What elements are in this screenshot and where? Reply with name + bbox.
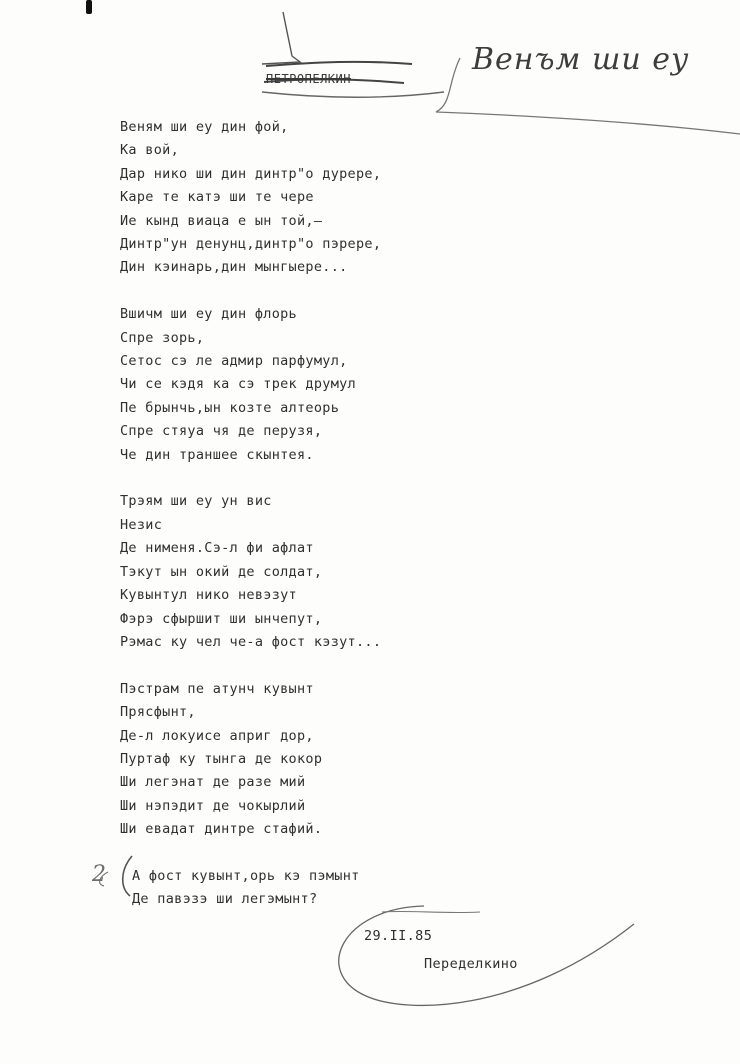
title-pointer-stroke [262, 12, 300, 64]
stanza-3 [120, 490, 540, 654]
poem-line: Ка вой, [120, 142, 179, 159]
poem-line: Динтр"ун денунц,динтр"о пэрере, [120, 236, 382, 253]
poem-line: Ши нэпэдит де чокырлий [120, 797, 306, 814]
poem-line: А фост кувынт,орь кэ пэмынт [132, 867, 360, 884]
poem-line: Трэям ши еу ун вис [120, 493, 272, 510]
poem-line: Ие кынд виаца е ын той,— [120, 212, 323, 229]
poem-line: Рэмас ку чел че-а фост кэзут... [120, 633, 382, 650]
poem-line: Тэкут ын окий де солдат, [120, 563, 323, 580]
poem-line: Кувынтул нико невэзут [120, 587, 297, 604]
stanza-5 [132, 865, 540, 912]
poem-line: Че дин траншее скынтея. [120, 446, 314, 463]
poem-line: Пе брынчь,ын козте алтеорь [120, 399, 340, 416]
poem-line: Спре зорь, [120, 329, 205, 346]
poem-line: Каре те катэ ши те чере [120, 189, 314, 206]
handwritten-title: Венъм ши еу [472, 42, 690, 77]
poem-line: Пэстрам пе атунч кувынт [120, 680, 314, 697]
poem-line: Ши легэнат де разе мий [120, 774, 306, 791]
scan-edge-mark [86, 0, 92, 14]
poem-line: Чи се кэдя ка сэ трек друмул [120, 376, 356, 393]
poem-line: Ши евадат динтре стафий. [120, 821, 323, 838]
margin-note: 2 [92, 862, 106, 887]
poem-line: Пуртаф ку тынга де кокор [120, 750, 323, 767]
stanza-4 [120, 678, 540, 842]
poem-line: Де-л локуисе априг дор, [120, 727, 314, 744]
poem-line: Спре стяуа чя де перузя, [120, 423, 323, 440]
poem-line: Дар нико ши дин динтр"о дурере, [120, 165, 382, 182]
stanza-1 [120, 116, 540, 280]
poem-line: Дин кэинарь,дин мынгыере... [120, 259, 348, 276]
poem-date: 29.II.85 [364, 928, 433, 944]
poem-line: Де нименя.Сэ-л фи афлат [120, 540, 314, 557]
title-underline-stroke [262, 92, 444, 97]
poem-line: Де павэзэ ши легэмынт? [132, 891, 318, 908]
poem-line: Вшичм ши еу дин флорь [120, 306, 297, 323]
poem-line: Фэрэ сфыршит ши ынчепут, [120, 610, 323, 627]
stanza-2 [120, 303, 540, 467]
poem-line: Сетос сэ ле адмир парфумул, [120, 353, 348, 370]
poem-line: Веням ши еу дин фой, [120, 119, 289, 135]
poem-line: Прясфынт, [120, 704, 196, 721]
crossed-out-title: ПЕТРОПЕЛКИН [266, 72, 351, 86]
poem-place: Переделкино [424, 956, 518, 972]
poem-body [120, 116, 540, 935]
crossout-stroke-1 [266, 62, 412, 66]
poem-line: Незис [120, 516, 163, 533]
